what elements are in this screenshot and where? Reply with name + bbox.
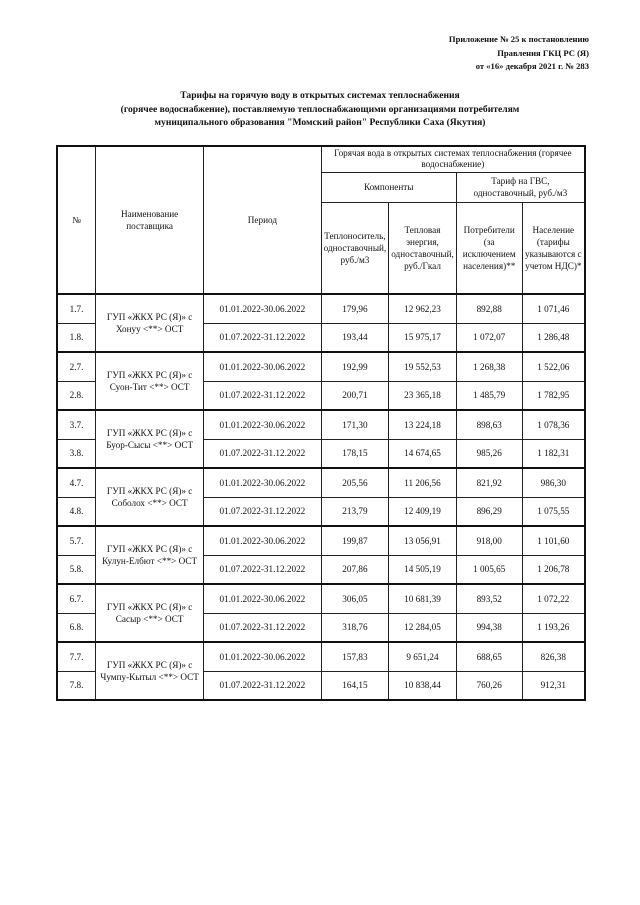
consumers-tariff-value: 893,52 bbox=[456, 584, 522, 613]
table-row bbox=[57, 584, 585, 613]
consumers-tariff-value: 985,26 bbox=[456, 439, 522, 468]
header-hot-water-group: Горячая вода в открытых системах теплоснабжения (горячее водоснабжение) bbox=[321, 146, 585, 172]
heat-energy-value: 9 651,24 bbox=[389, 642, 457, 671]
period: 01.01.2022-30.06.2022 bbox=[204, 526, 321, 555]
row-number: 7.7. bbox=[57, 642, 96, 671]
population-tariff-value: 1 182,31 bbox=[522, 439, 585, 468]
table-row bbox=[57, 468, 585, 497]
table-body bbox=[57, 294, 585, 700]
title-line-2: (горячее водоснабжение), поставляемую теплоснабжающими организациями потребителям bbox=[120, 103, 520, 115]
heat-energy-value: 14 505,19 bbox=[389, 555, 457, 584]
population-tariff-value: 1 206,78 bbox=[522, 555, 585, 584]
header-heat-carrier: Теплоноситель, одноставочный, руб./м3 bbox=[321, 202, 389, 294]
period: 01.01.2022-30.06.2022 bbox=[204, 642, 321, 671]
row-number: 2.7. bbox=[57, 352, 96, 381]
period: 01.01.2022-30.06.2022 bbox=[204, 352, 321, 381]
heat-energy-value: 10 838,44 bbox=[389, 671, 457, 700]
period: 01.01.2022-30.06.2022 bbox=[204, 294, 321, 323]
consumers-tariff-value: 1 005,65 bbox=[456, 555, 522, 584]
table-row bbox=[57, 410, 585, 439]
table-row bbox=[57, 352, 585, 381]
population-tariff-value: 1 522,06 bbox=[522, 352, 585, 381]
row-number: 3.7. bbox=[57, 410, 96, 439]
header-tariff-gvs: Тариф на ГВС, одноставочный, руб./м3 bbox=[456, 172, 585, 202]
header-consumers: Потребители (за исключением населения)** bbox=[456, 202, 522, 294]
population-tariff-value: 1 286,48 bbox=[522, 323, 585, 352]
heat-carrier-value: 179,96 bbox=[321, 294, 389, 323]
period: 01.07.2022-31.12.2022 bbox=[204, 671, 321, 700]
period: 01.07.2022-31.12.2022 bbox=[204, 439, 321, 468]
header-no: № bbox=[57, 146, 96, 294]
row-number: 6.8. bbox=[57, 613, 96, 642]
population-tariff-value: 1 101,60 bbox=[522, 526, 585, 555]
table-row bbox=[57, 642, 585, 671]
heat-carrier-value: 199,87 bbox=[321, 526, 389, 555]
heat-energy-value: 19 552,53 bbox=[389, 352, 457, 381]
row-number: 6.7. bbox=[57, 584, 96, 613]
consumers-tariff-value: 898,63 bbox=[456, 410, 522, 439]
header-heat-energy: Тепловая энергия, одноставочный, руб./Гкал bbox=[389, 202, 457, 294]
population-tariff-value: 826,38 bbox=[522, 642, 585, 671]
table-row bbox=[57, 526, 585, 555]
consumers-tariff-value: 896,29 bbox=[456, 497, 522, 526]
title-line-3: муниципального образования "Момский район" Республики Саха (Якутия) bbox=[154, 117, 486, 129]
period: 01.01.2022-30.06.2022 bbox=[204, 584, 321, 613]
consumers-tariff-value: 760,26 bbox=[456, 671, 522, 700]
population-tariff-value: 1 193,26 bbox=[522, 613, 585, 642]
tariff-table bbox=[56, 145, 586, 701]
supplier-name: ГУП «ЖКХ РС (Я)» с Чумпу-Кытыл <**> ОСТ bbox=[96, 642, 204, 700]
heat-energy-value: 15 975,17 bbox=[389, 323, 457, 352]
row-number: 3.8. bbox=[57, 439, 96, 468]
heat-carrier-value: 318,76 bbox=[321, 613, 389, 642]
row-number: 2.8. bbox=[57, 381, 96, 410]
period: 01.07.2022-31.12.2022 bbox=[204, 613, 321, 642]
header-line-3: от «16» декабря 2021 г. № 283 bbox=[475, 61, 589, 72]
heat-carrier-value: 200,71 bbox=[321, 381, 389, 410]
population-tariff-value: 1 782,95 bbox=[522, 381, 585, 410]
row-number: 4.7. bbox=[57, 468, 96, 497]
population-tariff-value: 986,30 bbox=[522, 468, 585, 497]
consumers-tariff-value: 918,00 bbox=[456, 526, 522, 555]
title-line-1: Тарифы на горячую воду в открытых системах теплоснабжения bbox=[180, 90, 460, 101]
heat-carrier-value: 178,15 bbox=[321, 439, 389, 468]
heat-energy-value: 10 681,39 bbox=[389, 584, 457, 613]
consumers-tariff-value: 994,38 bbox=[456, 613, 522, 642]
table-row bbox=[57, 294, 585, 323]
heat-energy-value: 11 206,56 bbox=[389, 468, 457, 497]
consumers-tariff-value: 1 485,79 bbox=[456, 381, 522, 410]
population-tariff-value: 912,31 bbox=[522, 671, 585, 700]
row-number: 7.8. bbox=[57, 671, 96, 700]
heat-carrier-value: 192,99 bbox=[321, 352, 389, 381]
population-tariff-value: 1 072,22 bbox=[522, 584, 585, 613]
row-number: 1.7. bbox=[57, 294, 96, 323]
period: 01.07.2022-31.12.2022 bbox=[204, 497, 321, 526]
heat-carrier-value: 213,79 bbox=[321, 497, 389, 526]
supplier-name: ГУП «ЖКХ РС (Я)» с Суон-Тит <**> ОСТ bbox=[96, 352, 204, 410]
consumers-tariff-value: 1 072,07 bbox=[456, 323, 522, 352]
period: 01.01.2022-30.06.2022 bbox=[204, 468, 321, 497]
consumers-tariff-value: 892,88 bbox=[456, 294, 522, 323]
row-number: 4.8. bbox=[57, 497, 96, 526]
heat-carrier-value: 164,15 bbox=[321, 671, 389, 700]
heat-energy-value: 12 284,05 bbox=[389, 613, 457, 642]
supplier-name: ГУП «ЖКХ РС (Я)» с Сасыр <**> ОСТ bbox=[96, 584, 204, 642]
supplier-name: ГУП «ЖКХ РС (Я)» с Кулун-Елбют <**> ОСТ bbox=[96, 526, 204, 584]
heat-carrier-value: 207,86 bbox=[321, 555, 389, 584]
population-tariff-value: 1 078,36 bbox=[522, 410, 585, 439]
heat-energy-value: 13 056,91 bbox=[389, 526, 457, 555]
header-population: Население (тарифы указываются с учетом НДС)* bbox=[522, 202, 585, 294]
population-tariff-value: 1 075,55 bbox=[522, 497, 585, 526]
supplier-name: ГУП «ЖКХ РС (Я)» с Буор-Сысы <**> ОСТ bbox=[96, 410, 204, 468]
header-components: Компоненты bbox=[321, 172, 456, 202]
heat-energy-value: 14 674,65 bbox=[389, 439, 457, 468]
document-header bbox=[289, 33, 589, 74]
population-tariff-value: 1 071,46 bbox=[522, 294, 585, 323]
heat-carrier-value: 157,83 bbox=[321, 642, 389, 671]
consumers-tariff-value: 821,92 bbox=[456, 468, 522, 497]
heat-carrier-value: 171,30 bbox=[321, 410, 389, 439]
header-line-2: Правления ГКЦ РС (Я) bbox=[497, 47, 589, 58]
row-number: 5.8. bbox=[57, 555, 96, 584]
period: 01.07.2022-31.12.2022 bbox=[204, 555, 321, 584]
consumers-tariff-value: 688,65 bbox=[456, 642, 522, 671]
supplier-name: ГУП «ЖКХ РС (Я)» с Хонуу <**> ОСТ bbox=[96, 294, 204, 352]
row-number: 5.7. bbox=[57, 526, 96, 555]
header-supplier: Наименование поставщика bbox=[96, 146, 204, 294]
heat-carrier-value: 306,05 bbox=[321, 584, 389, 613]
heat-carrier-value: 205,56 bbox=[321, 468, 389, 497]
period: 01.07.2022-31.12.2022 bbox=[204, 323, 321, 352]
period: 01.01.2022-30.06.2022 bbox=[204, 410, 321, 439]
heat-energy-value: 13 224,18 bbox=[389, 410, 457, 439]
supplier-name: ГУП «ЖКХ РС (Я)» с Соболох <**> ОСТ bbox=[96, 468, 204, 526]
heat-energy-value: 23 365,18 bbox=[389, 381, 457, 410]
row-number: 1.8. bbox=[57, 323, 96, 352]
consumers-tariff-value: 1 268,38 bbox=[456, 352, 522, 381]
header-period: Период bbox=[204, 146, 321, 294]
heat-energy-value: 12 409,19 bbox=[389, 497, 457, 526]
header-line-1: Приложение № 25 к постановлению bbox=[448, 34, 589, 44]
document-title bbox=[40, 89, 600, 130]
period: 01.07.2022-31.12.2022 bbox=[204, 381, 321, 410]
heat-carrier-value: 193,44 bbox=[321, 323, 389, 352]
heat-energy-value: 12 962,23 bbox=[389, 294, 457, 323]
